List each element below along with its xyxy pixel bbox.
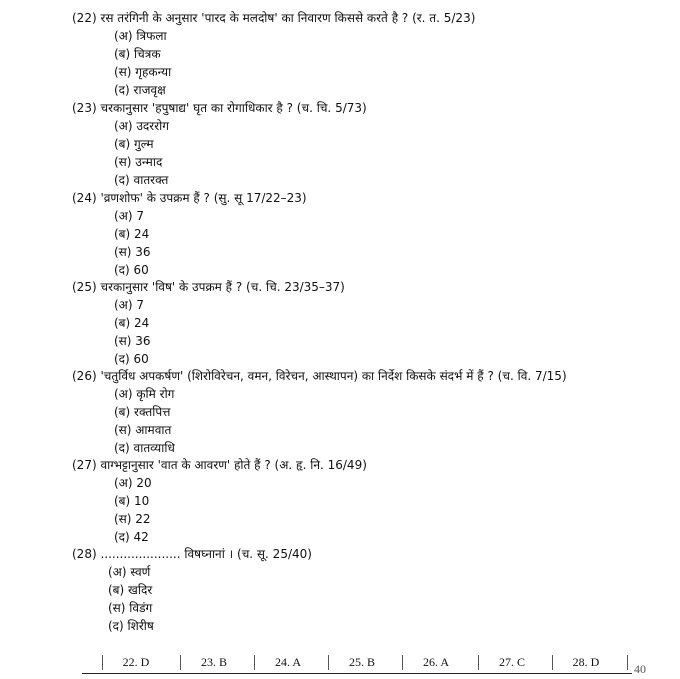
answer-26: 26. A — [422, 655, 449, 669]
option-24-d: (द) 60 — [114, 263, 149, 277]
option-25-d: (द) 60 — [114, 352, 149, 366]
question-26: (26) 'चतुर्विध अपकर्षण' (शिरोविरेचन, वमन, विरेचन, आस्थापन) का निर्देश किसके संदर्भ में हैं ? (च. वि. 7/15) — [72, 369, 567, 383]
option-26-d: (द) वातव्याधि — [114, 441, 175, 455]
answer-key — [82, 652, 628, 674]
option-24-b: (ब) 24 — [114, 227, 150, 241]
question-24: (24) 'व्रणशोफ' के उपक्रम हैं ? (सु. सू 17/22–23) — [72, 191, 307, 205]
option-23-a: (अ) उदररोग — [114, 119, 169, 133]
option-28-a: (अ) स्वर्ण — [108, 565, 151, 579]
answer-27: 27. C — [498, 655, 525, 669]
question-23: (23) चरकानुसार 'हपुषाद्य' घृत का रोगाधिकार है ? (च. चि. 5/73) — [72, 101, 367, 115]
answer-divider — [627, 655, 628, 670]
option-26-a: (अ) कृमि रोग — [114, 387, 175, 401]
answer-25: 25. B — [348, 655, 375, 669]
footer-rule — [82, 673, 632, 674]
option-26-b: (ब) रक्तपित्त — [114, 405, 171, 419]
answer-23: 23. B — [200, 655, 227, 669]
option-25-b: (ब) 24 — [114, 316, 150, 330]
option-28-c: (स) विडंग — [108, 601, 153, 615]
option-24-c: (स) 36 — [114, 245, 151, 259]
page-number: 40 — [634, 662, 646, 676]
option-22-d: (द) राजवृक्ष — [114, 83, 166, 97]
option-25-a: (अ) 7 — [114, 298, 144, 312]
option-22-c: (स) गृहकन्या — [114, 65, 172, 79]
question-28: (28) ..................... विषघ्नानां । (च. सू. 25/40) — [72, 547, 312, 561]
option-27-b: (ब) 10 — [114, 494, 150, 508]
option-27-c: (स) 22 — [114, 512, 151, 526]
answer-28: 28. D — [572, 655, 600, 669]
option-28-d: (द) शिरीष — [108, 619, 154, 633]
option-27-a: (अ) 20 — [114, 476, 152, 490]
option-25-c: (स) 36 — [114, 334, 151, 348]
option-24-a: (अ) 7 — [114, 209, 144, 223]
option-23-b: (ब) गुल्म — [114, 137, 154, 151]
option-26-c: (स) आमवात — [114, 423, 172, 437]
answer-24: 24. A — [274, 655, 301, 669]
option-27-d: (द) 42 — [114, 530, 149, 544]
option-22-a: (अ) त्रिफला — [114, 29, 167, 43]
option-23-d: (द) वातरक्त — [114, 173, 169, 187]
question-27: (27) वाग्भट्टानुसार 'वात के आवरण' होते हैं ? (अ. हृ. नि. 16/49) — [72, 458, 367, 472]
question-22: (22) रस तरंगिनी के अनुसार 'पारद के मलदोष' का निवारण किससे करते है ? (र. त. 5/23) — [72, 11, 476, 25]
answer-22: 22. D — [122, 655, 150, 669]
question-25: (25) चरकानुसार 'विष' के उपक्रम हैं ? (च. चि. 23/35–37) — [72, 280, 345, 294]
option-22-b: (ब) चित्रक — [114, 47, 161, 61]
option-28-b: (ब) खदिर — [108, 583, 153, 597]
option-23-c: (स) उन्माद — [114, 155, 163, 169]
